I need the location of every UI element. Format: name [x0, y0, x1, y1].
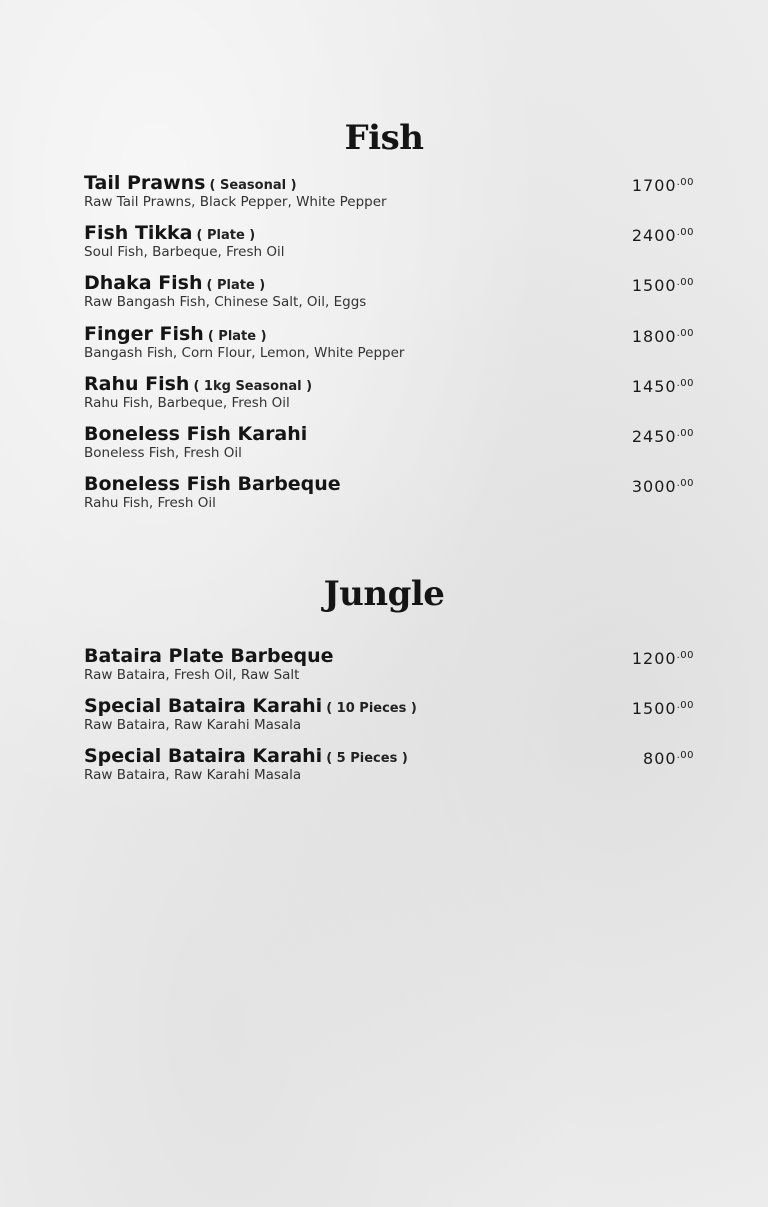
menu-item — [84, 373, 694, 419]
menu-item — [84, 695, 694, 741]
item-name: Rahu Fish — [84, 373, 190, 395]
menu-item — [84, 272, 694, 318]
price-decimal: .00 — [676, 700, 694, 711]
price-decimal: .00 — [676, 177, 694, 188]
item-description: Raw Bataira, Raw Karahi Masala — [84, 717, 302, 733]
item-note: ( 10 Pieces ) — [326, 701, 417, 716]
section-title-fish: Fish — [344, 118, 424, 158]
price-value: 3000 — [631, 477, 677, 496]
item-name: Tail Prawns — [84, 172, 206, 194]
item-price — [632, 222, 694, 247]
price-value: 1500 — [631, 276, 677, 295]
price-value: 1450 — [631, 377, 677, 396]
price-value: 1800 — [631, 327, 677, 346]
item-price — [632, 323, 694, 348]
price-decimal: .00 — [676, 650, 694, 661]
item-name: Dhaka Fish — [84, 272, 203, 294]
item-name: Boneless Fish Karahi — [84, 423, 308, 445]
item-description: Raw Bataira, Raw Karahi Masala — [84, 767, 302, 783]
item-description: Rahu Fish, Fresh Oil — [84, 495, 216, 511]
price-decimal: .00 — [676, 750, 694, 761]
price-value: 1200 — [631, 649, 677, 668]
menu-item — [84, 745, 694, 791]
menu-item — [84, 473, 694, 519]
item-description: Boneless Fish, Fresh Oil — [84, 445, 242, 461]
item-note: ( Plate ) — [207, 329, 267, 344]
item-price — [632, 695, 694, 720]
item-price — [632, 373, 694, 398]
item-name: Bataira Plate Barbeque — [84, 645, 334, 667]
item-description: Soul Fish, Barbeque, Fresh Oil — [84, 244, 285, 260]
item-price — [643, 745, 694, 770]
item-name: Special Bataira Karahi — [84, 695, 323, 717]
item-price — [632, 423, 694, 448]
item-name: Special Bataira Karahi — [84, 745, 323, 767]
menu-item — [84, 423, 694, 469]
price-value: 800 — [643, 749, 677, 768]
menu-item — [84, 645, 694, 691]
item-description: Rahu Fish, Barbeque, Fresh Oil — [84, 395, 290, 411]
price-decimal: .00 — [676, 378, 694, 389]
item-name: Fish Tikka — [84, 222, 193, 244]
price-decimal: .00 — [676, 478, 694, 489]
item-price — [632, 645, 694, 670]
price-decimal: .00 — [676, 328, 694, 339]
item-description: Raw Bangash Fish, Chinese Salt, Oil, Eggs — [84, 294, 367, 310]
price-decimal: .00 — [676, 277, 694, 288]
price-value: 1700 — [631, 176, 677, 195]
item-price — [632, 473, 694, 498]
item-name: Finger Fish — [84, 323, 204, 345]
item-price — [632, 272, 694, 297]
menu-item — [84, 172, 694, 218]
item-description: Raw Bataira, Fresh Oil, Raw Salt — [84, 667, 300, 683]
item-note: ( Plate ) — [196, 228, 256, 243]
price-decimal: .00 — [676, 227, 694, 238]
item-description: Bangash Fish, Corn Flour, Lemon, White Pepper — [84, 345, 405, 361]
item-note: ( Plate ) — [206, 278, 266, 293]
item-note: ( Seasonal ) — [209, 178, 297, 193]
section-title-jungle: Jungle — [323, 574, 445, 614]
item-price — [632, 172, 694, 197]
item-name: Boneless Fish Barbeque — [84, 473, 341, 495]
menu-item — [84, 222, 694, 268]
item-description: Raw Tail Prawns, Black Pepper, White Pepper — [84, 194, 387, 210]
price-value: 2450 — [631, 427, 677, 446]
menu-item — [84, 323, 694, 369]
price-value: 2400 — [631, 226, 677, 245]
price-decimal: .00 — [676, 428, 694, 439]
price-value: 1500 — [631, 699, 677, 718]
item-note: ( 1kg Seasonal ) — [193, 379, 313, 394]
item-note: ( 5 Pieces ) — [326, 751, 408, 766]
